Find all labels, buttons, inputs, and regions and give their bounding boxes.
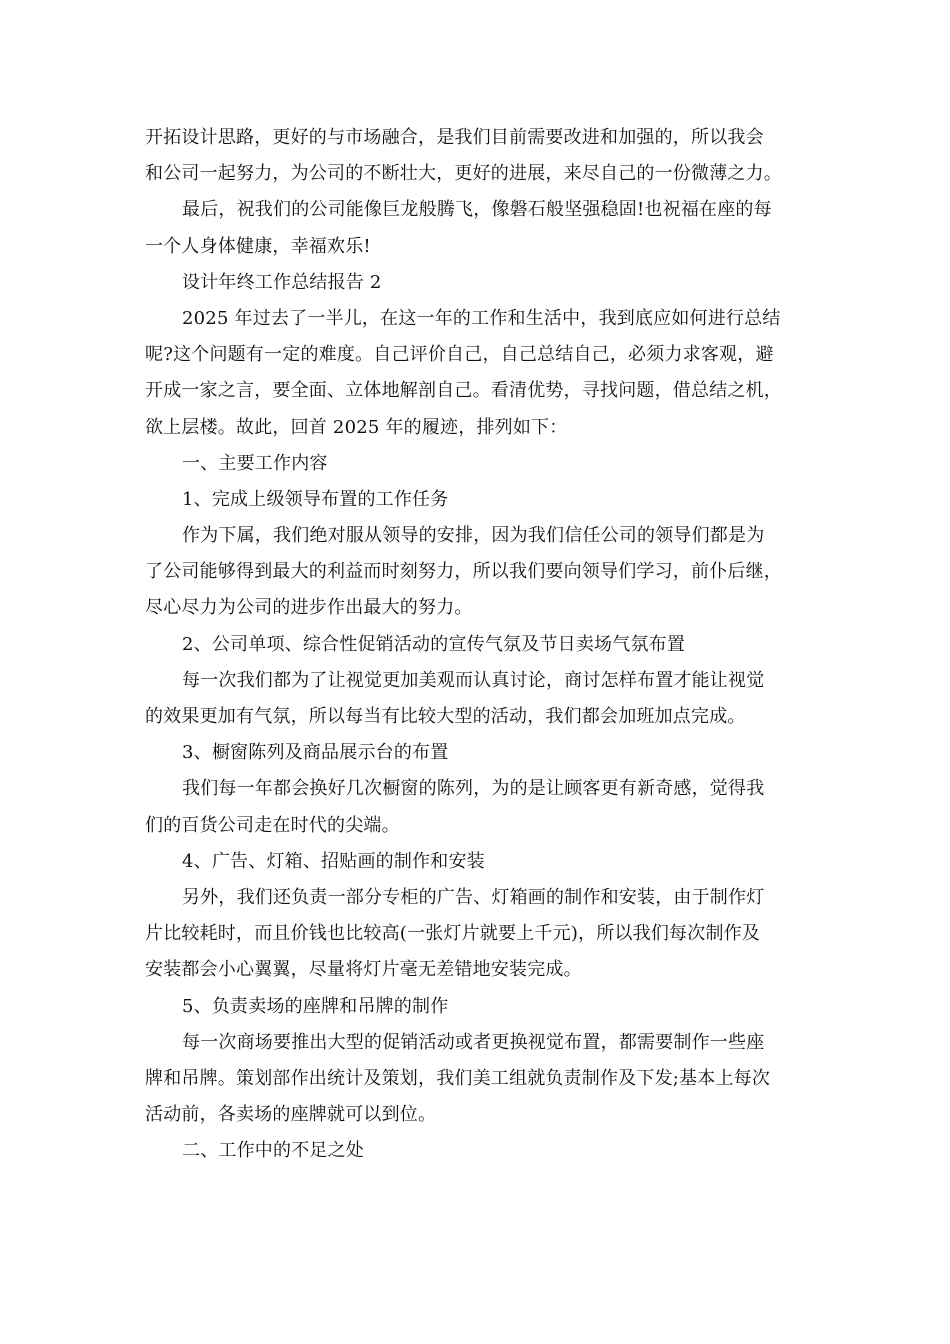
text-line: 每一次我们都为了让视觉更加美观而认真讨论，商讨怎样布置才能让视觉 <box>182 669 765 691</box>
text-line: 2025 年过去了一半儿，在这一年的工作和生活中，我到底应如何进行总结 <box>182 307 781 329</box>
subheading-3: 3、橱窗陈列及商品展示台的布置 <box>182 742 449 764</box>
section-title: 设计年终工作总结报告 2 <box>182 271 382 293</box>
text-line: 牌和吊牌。策划部作出统计及策划，我们美工组就负责制作及下发;基本上每次 <box>145 1067 771 1089</box>
text-line: 呢?这个问题有一定的难度。自己评价自己，自己总结自己，必须力求客观，避 <box>145 344 774 366</box>
text-line: 尽心尽力为公司的进步作出最大的努力。 <box>145 597 473 619</box>
text-line: 另外，我们还负责一部分专柜的广告、灯箱画的制作和安装，由于制作灯 <box>182 886 765 908</box>
text-line: 欲上层楼。故此，回首 2025 年的履迹，排列如下： <box>145 416 568 438</box>
text-line: 开拓设计思路，更好的与市场融合，是我们目前需要改进和加强的，所以我会 <box>145 127 764 148</box>
text-line: 最后，祝我们的公司能像巨龙般腾飞，像磐石般坚强稳固!也祝福在座的每 <box>182 199 772 221</box>
text-line: 作为下属，我们绝对服从领导的安排，因为我们信任公司的领导们都是为 <box>182 525 765 547</box>
subheading-4: 4、广告、灯箱、招贴画的制作和安装 <box>182 850 485 872</box>
text-line: 的效果更加有气氛，所以每当有比较大型的活动，我们都会加班加点完成。 <box>145 706 746 727</box>
subheading-5: 5、负责卖场的座牌和吊牌的制作 <box>182 995 449 1017</box>
text-line: 和公司一起努力，为公司的不断壮大，更好的进展，来尽自己的一份微薄之力。 <box>145 163 782 185</box>
text-line: 一个人身体健康，幸福欢乐! <box>145 235 371 257</box>
heading-main-work: 一、主要工作内容 <box>182 452 328 474</box>
text-line: 活动前，各卖场的座牌就可以到位。 <box>145 1104 437 1126</box>
subheading-2: 2、公司单项、综合性促销活动的宣传气氛及节日卖场气氛布置 <box>182 633 686 655</box>
text-line: 们的百货公司走在时代的尖端。 <box>145 814 400 836</box>
text-line: 开成一家之言，要全面、立体地解剖自己。看清优势，寻找问题，借总结之机， <box>145 380 782 402</box>
text-line: 了公司能够得到最大的利益而时刻努力，所以我们要向领导们学习，前仆后继， <box>145 561 782 583</box>
text-line: 片比较耗时，而且价钱也比较高(一张灯片就要上千元)，所以我们每次制作及 <box>145 923 761 945</box>
heading-shortcomings: 二、工作中的不足之处 <box>182 1140 364 1162</box>
document-body <box>145 120 810 1169</box>
subheading-1: 1、完成上级领导布置的工作任务 <box>182 488 449 510</box>
text-line: 安装都会小心翼翼，尽量将灯片毫无差错地安装完成。 <box>145 959 582 981</box>
text-line: 我们每一年都会换好几次橱窗的陈列，为的是让顾客更有新奇感，觉得我 <box>182 778 765 800</box>
text-line: 每一次商场要推出大型的促销活动或者更换视觉布置，都需要制作一些座 <box>182 1031 765 1053</box>
